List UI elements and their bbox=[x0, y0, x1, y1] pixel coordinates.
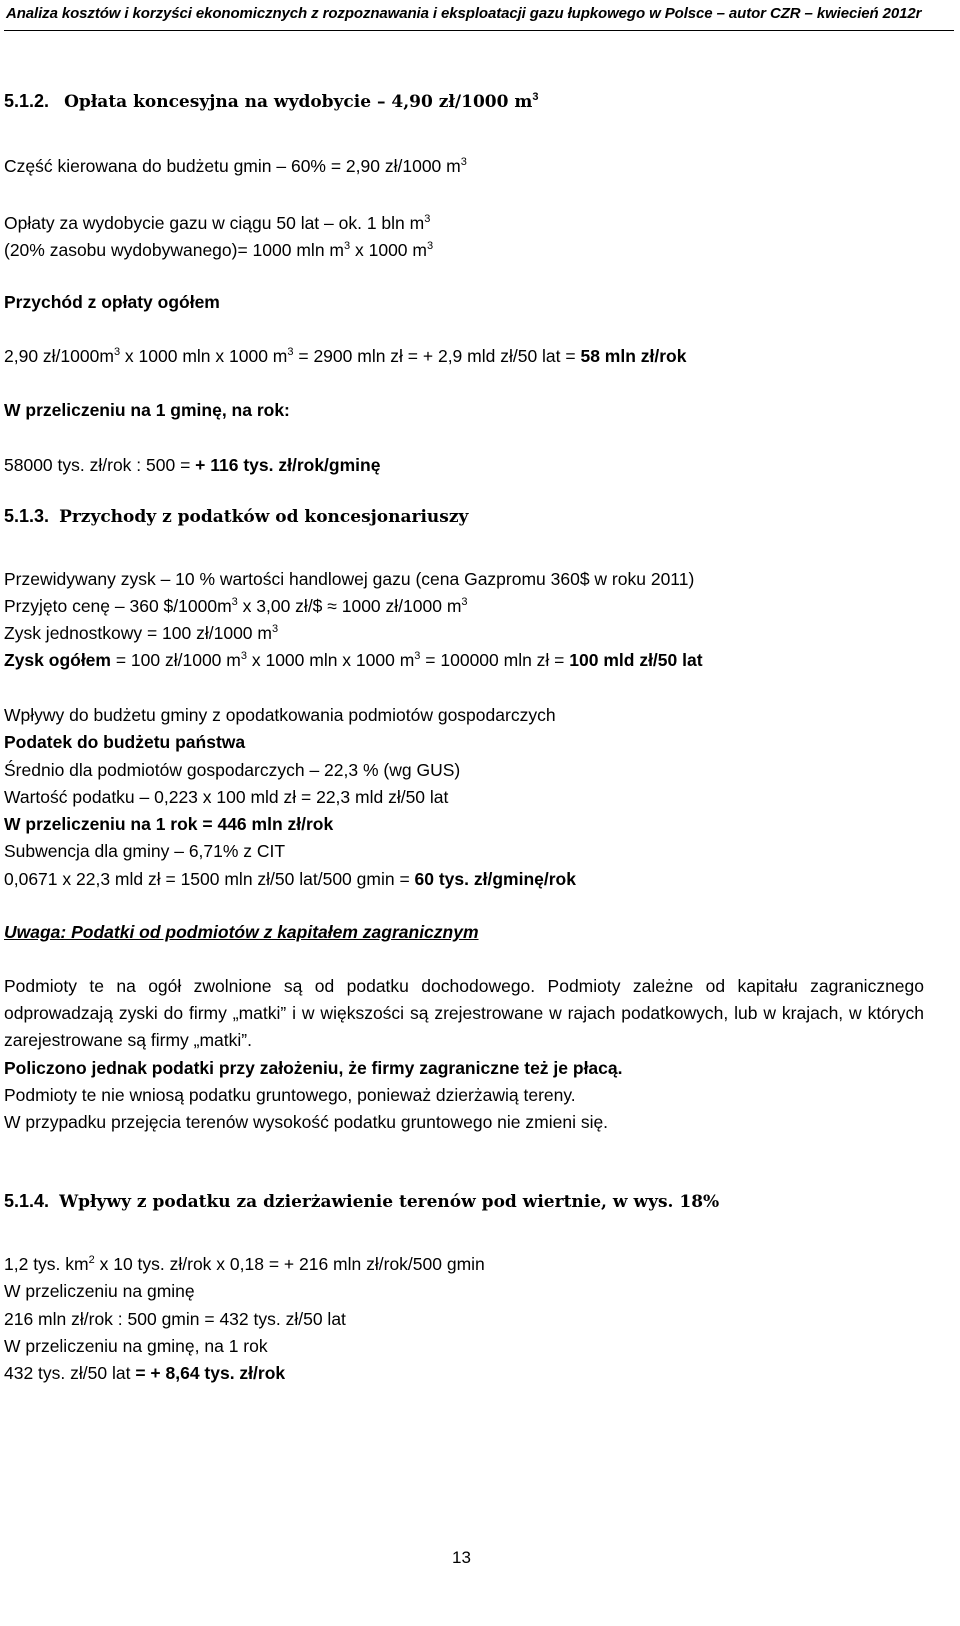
expected-profit-line: Przewidywany zysk – 10 % wartości handlowej gazu (cena Gazpromu 360$ w roku 2011) bbox=[4, 569, 695, 589]
fees-sup: 3 bbox=[424, 213, 431, 225]
per-gmina-calc bbox=[4, 454, 380, 476]
per-gmina-lease-calc: 216 mln zł/rok : 500 gmin = 432 tys. zł/50 lat bbox=[4, 1309, 346, 1329]
calc-text-a: 2,90 zł/1000m bbox=[4, 346, 114, 366]
per-gmina-year-calc bbox=[4, 1362, 285, 1384]
fees-text: Opłaty za wydobycie gazu w ciągu 50 lat – ok. 1 bln m bbox=[4, 213, 425, 233]
section-512-number: 5.1.2. bbox=[4, 91, 50, 111]
section-514-number: 5.1.4. bbox=[4, 1191, 50, 1211]
header-divider bbox=[4, 30, 954, 31]
assumption-line: Policzono jednak podatki przy założeniu, że firmy zagraniczne też je płacą. bbox=[4, 1058, 623, 1078]
section-514-title: Wpływy z podatku za dzierżawienie terenów pod wiertnie, w wys. 18% bbox=[59, 1192, 720, 1212]
price-text-b: x 3,00 zł/$ ≈ 1000 zł/1000 m bbox=[237, 596, 462, 616]
per-gmina-year-result: = + 8,64 tys. zł/rok bbox=[135, 1363, 286, 1383]
page-number: 13 bbox=[452, 1548, 471, 1567]
average-rate-line: Średnio dla podmiotów gospodarczych – 22,3 % (wg GUS) bbox=[4, 760, 461, 780]
section-513-number: 5.1.3. bbox=[4, 506, 50, 526]
total-profit-line bbox=[4, 649, 703, 671]
gmin-share-text: Część kierowana do budżetu gmin – 60% = 2,90 zł/1000 m bbox=[4, 156, 461, 176]
calc-result: 58 mln zł/rok bbox=[580, 346, 687, 366]
lease-calc-sup: 2 bbox=[88, 1254, 95, 1266]
section-512-title-sup: 3 bbox=[532, 91, 539, 103]
total-profit-text-b: x 1000 mln x 1000 m bbox=[246, 650, 415, 670]
land-takeover-line: W przypadku przejęcia terenów wysokość podatku gruntowego nie zmieni się. bbox=[4, 1112, 609, 1132]
resource-sup-2: 3 bbox=[426, 240, 434, 252]
calc-sup-2: 3 bbox=[287, 346, 294, 358]
land-tax-line: Podmioty te nie wniosą podatku gruntowego, ponieważ dzierżawią tereny. bbox=[4, 1085, 576, 1105]
budget-inflows-line: Wpływy do budżetu gminy z opodatkowania podmiotów gospodarczych bbox=[4, 705, 556, 725]
total-profit-sup-2: 3 bbox=[414, 650, 421, 662]
income-calc-line bbox=[4, 345, 686, 367]
total-profit-result: 100 mld zł/50 lat bbox=[569, 650, 703, 670]
per-gmina-lease-label: W przeliczeniu na gminę bbox=[4, 1281, 195, 1301]
resource-text-b: x 1000 m bbox=[350, 240, 427, 260]
per-gmina-year-text: 432 tys. zł/50 lat bbox=[4, 1363, 136, 1383]
subsidy-line: Subwencja dla gminy – 6,71% z CIT bbox=[4, 841, 286, 861]
per-gmina-result: + 116 tys. zł/rok/gminę bbox=[195, 455, 381, 475]
unit-profit-text: Zysk jednostkowy = 100 zł/1000 m bbox=[4, 623, 272, 643]
running-header bbox=[4, 0, 956, 36]
per-gmina-label: W przeliczeniu na 1 gminę, na rok: bbox=[4, 400, 290, 420]
per-gmina-text: 58000 tys. zł/rok : 500 = bbox=[4, 455, 196, 475]
foreign-capital-paragraph: Podmioty te na ogół zwolnione są od podatku dochodowego. Podmioty zależne od kapitału zagranicznego odprowadzają zyski do firmy „matki” i w większości są zrejestrowane w rajach podatkowych, lub w krajach, w których zarejestrowane są firmy „matki”. bbox=[4, 976, 924, 1050]
unit-profit-sup: 3 bbox=[271, 623, 279, 635]
section-514-heading bbox=[4, 1190, 719, 1213]
price-line bbox=[4, 595, 468, 617]
price-sup-2: 3 bbox=[461, 596, 468, 608]
fees-line bbox=[4, 212, 430, 234]
total-profit-label: Zysk ogółem bbox=[4, 650, 111, 670]
lease-calc-line bbox=[4, 1253, 485, 1275]
income-label: Przychód z opłaty ogółem bbox=[4, 292, 220, 312]
section-512-heading bbox=[4, 90, 538, 113]
gmin-share-sup: 3 bbox=[460, 156, 467, 168]
subsidy-calc-line bbox=[4, 868, 576, 890]
per-year-line: W przeliczeniu na 1 rok = 446 mln zł/rok bbox=[4, 814, 334, 834]
section-513-title: Przychody z podatków od koncesjonariuszy bbox=[59, 507, 469, 527]
tax-value-line: Wartość podatku – 0,223 x 100 mld zł = 22,3 mld zł/50 lat bbox=[4, 787, 449, 807]
total-profit-text-a: = 100 zł/1000 m bbox=[110, 650, 241, 670]
calc-text-c: = 2900 mln zł = + 2,9 mld zł/50 lat = bbox=[293, 346, 581, 366]
per-gmina-year-label: W przeliczeniu na gminę, na 1 rok bbox=[4, 1336, 268, 1356]
section-512-title: Opłata koncesyjna na wydobycie – 4,90 zł/1000 m bbox=[64, 92, 533, 112]
lease-calc-text-b: x 10 tys. zł/rok x 0,18 = + 216 mln zł/rok/500 gmin bbox=[94, 1254, 485, 1274]
subsidy-calc-text: 0,0671 x 22,3 mld zł = 1500 mln zł/50 lat/500 gmin = bbox=[4, 869, 415, 889]
state-tax-line: Podatek do budżetu państwa bbox=[4, 732, 246, 752]
price-sup-1: 3 bbox=[231, 596, 238, 608]
lease-calc-text-a: 1,2 tys. km bbox=[4, 1254, 89, 1274]
total-profit-sup-1: 3 bbox=[240, 650, 247, 662]
subsidy-calc-result: 60 tys. zł/gminę/rok bbox=[414, 869, 576, 889]
header-title: Analiza kosztów i korzyści ekonomicznych z rozpoznawania i eksploatacji gazu łupkowego w Polsce – autor CZR – kwiecień 2012r bbox=[6, 5, 922, 22]
calc-text-b: x 1000 mln x 1000 m bbox=[120, 346, 288, 366]
gmin-share-line bbox=[4, 155, 467, 177]
resource-line bbox=[4, 239, 433, 261]
price-text-a: Przyjęto cenę – 360 $/1000m bbox=[4, 596, 232, 616]
total-profit-text-c: = 100000 mln zł = bbox=[420, 650, 570, 670]
section-513-heading bbox=[4, 505, 468, 528]
calc-sup-1: 3 bbox=[113, 346, 121, 358]
note-title: Uwaga: Podatki od podmiotów z kapitałem zagranicznym bbox=[4, 922, 479, 942]
unit-profit-line bbox=[4, 622, 278, 644]
resource-sup-1: 3 bbox=[344, 240, 351, 252]
resource-text-a: (20% zasobu wydobywanego)= 1000 mln m bbox=[4, 240, 344, 260]
